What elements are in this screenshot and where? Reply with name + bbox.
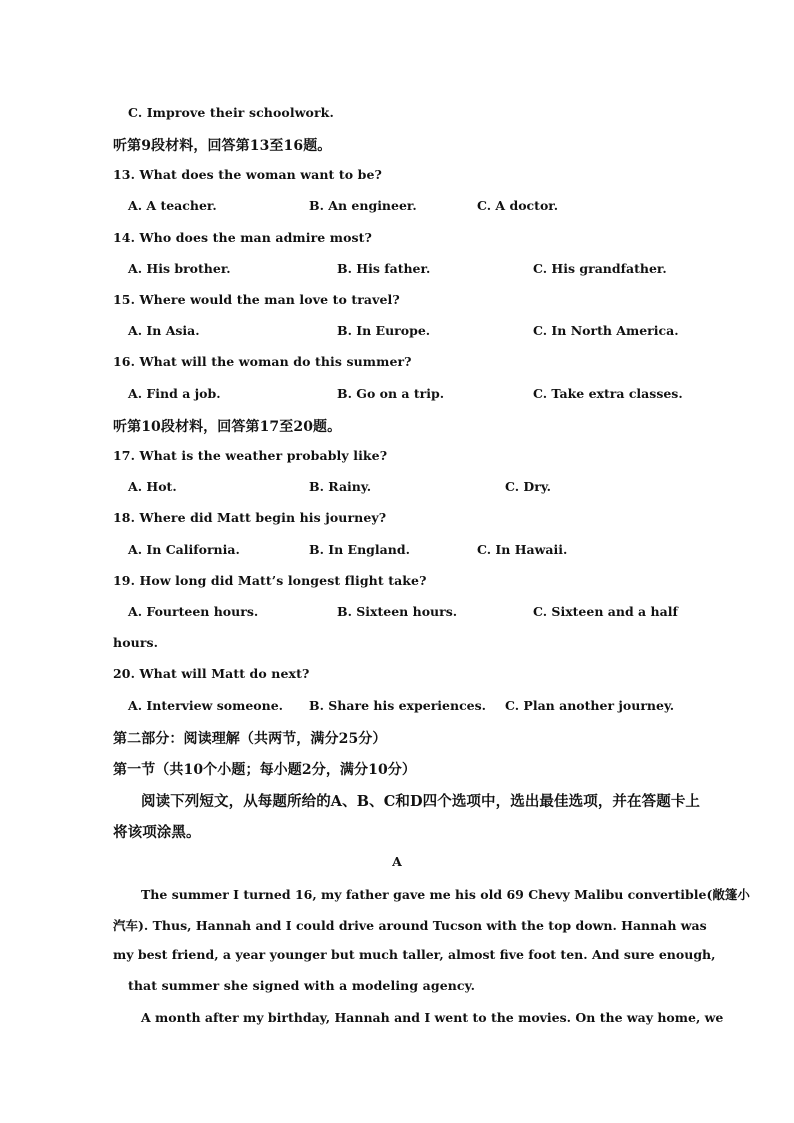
question-13-option-a: A. A teacher. — [128, 198, 217, 213]
instructions-line-2: 将该项涂黑。 — [113, 824, 201, 841]
question-15-option-a: A. In Asia. — [128, 323, 200, 338]
passage-label: A — [392, 854, 402, 869]
question-20: 20. What will Matt do next? — [113, 666, 310, 681]
question-18-option-b: B. In England. — [309, 542, 410, 557]
question-19-option-c-continued: hours. — [113, 635, 159, 650]
section-9-header: 听第9段材料，回答第13至16题。 — [113, 138, 332, 154]
question-13-option-b: B. An engineer. — [309, 198, 417, 213]
question-20-option-b: B. Share his experiences. — [309, 698, 487, 713]
question-18: 18. Where did Matt begin his journey? — [113, 510, 387, 525]
question-19-option-b: B. Sixteen hours. — [337, 604, 458, 619]
question-15: 15. Where would the man love to travel? — [113, 292, 400, 307]
question-14-option-a: A. His brother. — [128, 261, 231, 276]
question-12-option-c: C. Improve their schoolwork. — [128, 105, 334, 120]
question-19-option-c: C. Sixteen and a half — [533, 604, 678, 619]
question-14-option-b: B. His father. — [337, 261, 431, 276]
question-13: 13. What does the woman want to be? — [113, 167, 382, 182]
question-19-option-a: A. Fourteen hours. — [128, 604, 259, 619]
question-16-option-a: A. Find a job. — [128, 386, 221, 401]
question-16-option-b: B. Go on a trip. — [337, 386, 445, 401]
section-1-title: 第一节（共10个小题；每小题2分，满分10分） — [113, 762, 417, 778]
instructions-line-1: 阅读下列短文，从每题所给的A、B、C和D四个选项中，选出最佳选项，并在答题卡上 — [141, 793, 701, 810]
question-18-option-a: A. In California. — [128, 542, 240, 557]
question-18-option-c: C. In Hawaii. — [477, 542, 568, 557]
passage-line-3: my best friend, a year younger but much taller, almost five foot ten. And sure enough, — [113, 947, 716, 962]
question-19: 19. How long did Matt’s longest flight take? — [113, 573, 427, 588]
question-15-option-c: C. In North America. — [533, 323, 679, 338]
question-17: 17. What is the weather probably like? — [113, 448, 388, 463]
question-14-option-c: C. His grandfather. — [533, 261, 667, 276]
question-15-option-b: B. In Europe. — [337, 323, 431, 338]
question-14: 14. Who does the man admire most? — [113, 230, 372, 245]
question-17-option-a: A. Hot. — [128, 479, 177, 494]
question-17-option-c: C. Dry. — [505, 479, 552, 494]
passage-line-1: The summer I turned 16, my father gave me his old 69 Chevy Malibu convertible(敞篷小 — [141, 887, 750, 902]
part-2-title: 第二部分：阅读理解（共两节，满分25分） — [113, 731, 387, 747]
question-20-option-c: C. Plan another journey. — [505, 698, 675, 713]
question-13-option-c: C. A doctor. — [477, 198, 559, 213]
passage-line-2: 汽车). Thus, Hannah and I could drive around Tucson with the top down. Hannah was — [113, 918, 707, 933]
passage-line-5: A month after my birthday, Hannah and I went to the movies. On the way home, we — [141, 1010, 724, 1025]
question-16: 16. What will the woman do this summer? — [113, 354, 412, 369]
question-20-option-a: A. Interview someone. — [128, 698, 284, 713]
passage-line-4: that summer she signed with a modeling agency. — [128, 978, 476, 993]
question-16-option-c: C. Take extra classes. — [533, 386, 683, 401]
question-17-option-b: B. Rainy. — [309, 479, 372, 494]
section-10-header: 听第10段材料，回答第17至20题。 — [113, 419, 342, 435]
